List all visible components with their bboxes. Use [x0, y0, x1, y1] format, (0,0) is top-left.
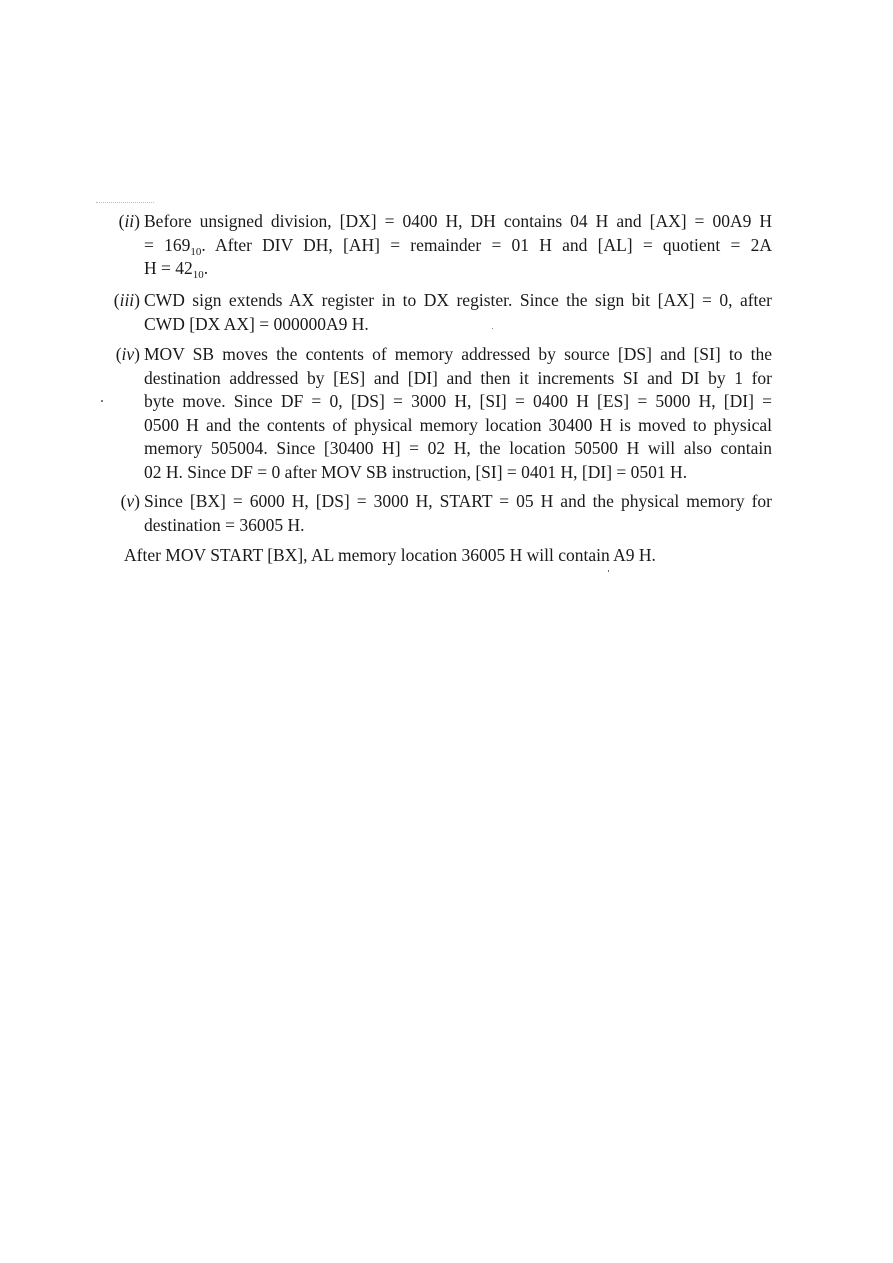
item-number-text: v — [126, 491, 135, 511]
item-number-text: iv — [121, 344, 135, 364]
item-iii — [100, 289, 772, 336]
scan-speck — [492, 328, 493, 329]
item-number-text: iii — [119, 290, 135, 310]
item-body — [144, 343, 772, 484]
text-line: memory 505004. Since [30400 H] = 02 H, the location 50500 H will also contain — [144, 438, 772, 458]
dotted-rule — [96, 202, 154, 203]
text-line — [144, 257, 772, 281]
scan-speck — [608, 570, 609, 572]
text-segment: . — [203, 258, 209, 278]
item-v — [100, 490, 772, 537]
item-number: (ii) — [118, 211, 140, 231]
text-segment: = 169 — [144, 234, 191, 255]
text-line: byte move. Since DF = 0, [DS] = 3000 H, [SI] = 0400 H [ES] = 5000 H, [DI] = — [144, 391, 772, 411]
item-ii — [100, 210, 772, 281]
text-line: destination addressed by [ES] and [DI] and then it increments SI and DI by 1 for — [144, 367, 772, 388]
item-number: (iii) — [113, 290, 140, 310]
text-line: Before unsigned division, [DX] = 0400 H, DH contains 04 H and [AX] = 00A9 H — [144, 211, 772, 231]
item-body — [144, 289, 772, 336]
text-line: MOV SB moves the contents of memory addressed by source [DS] and [SI] to the — [144, 344, 772, 364]
item-number-text: ii — [124, 211, 135, 231]
item-number: (iv) — [115, 344, 140, 364]
item-body — [144, 210, 772, 281]
item-iv — [100, 343, 772, 484]
item-number: (v) — [120, 491, 140, 511]
text-line: 02 H. Since DF = 0 after MOV SB instruction, [SI] = 0401 H, [DI] = 0501 H. — [144, 461, 688, 482]
text-line: Since [BX] = 6000 H, [DS] = 3000 H, START = 05 H and the physical memory for — [144, 491, 772, 511]
text-segment: H = 42 — [144, 258, 193, 278]
subscript: 10 — [190, 245, 202, 258]
text-line: CWD [DX AX] = 000000A9 H. — [144, 313, 369, 334]
text-line: 0500 H and the contents of physical memory location 30400 H is moved to physical — [144, 414, 772, 435]
subscript: 10 — [192, 269, 204, 281]
conclusion-paragraph: After MOV START [BX], AL memory location 36005 H will contain A9 H. — [124, 545, 656, 565]
text-line: CWD sign extends AX register in to DX register. Since the sign bit [AX] = 0, after — [144, 290, 772, 310]
text-line: destination = 36005 H. — [144, 514, 305, 535]
text-line — [144, 234, 772, 258]
item-body — [144, 490, 772, 537]
scan-speck — [101, 400, 103, 402]
text-segment: . After DIV DH, [AH] = remainder = 01 H and [AL] = quotient = 2A — [201, 234, 772, 255]
